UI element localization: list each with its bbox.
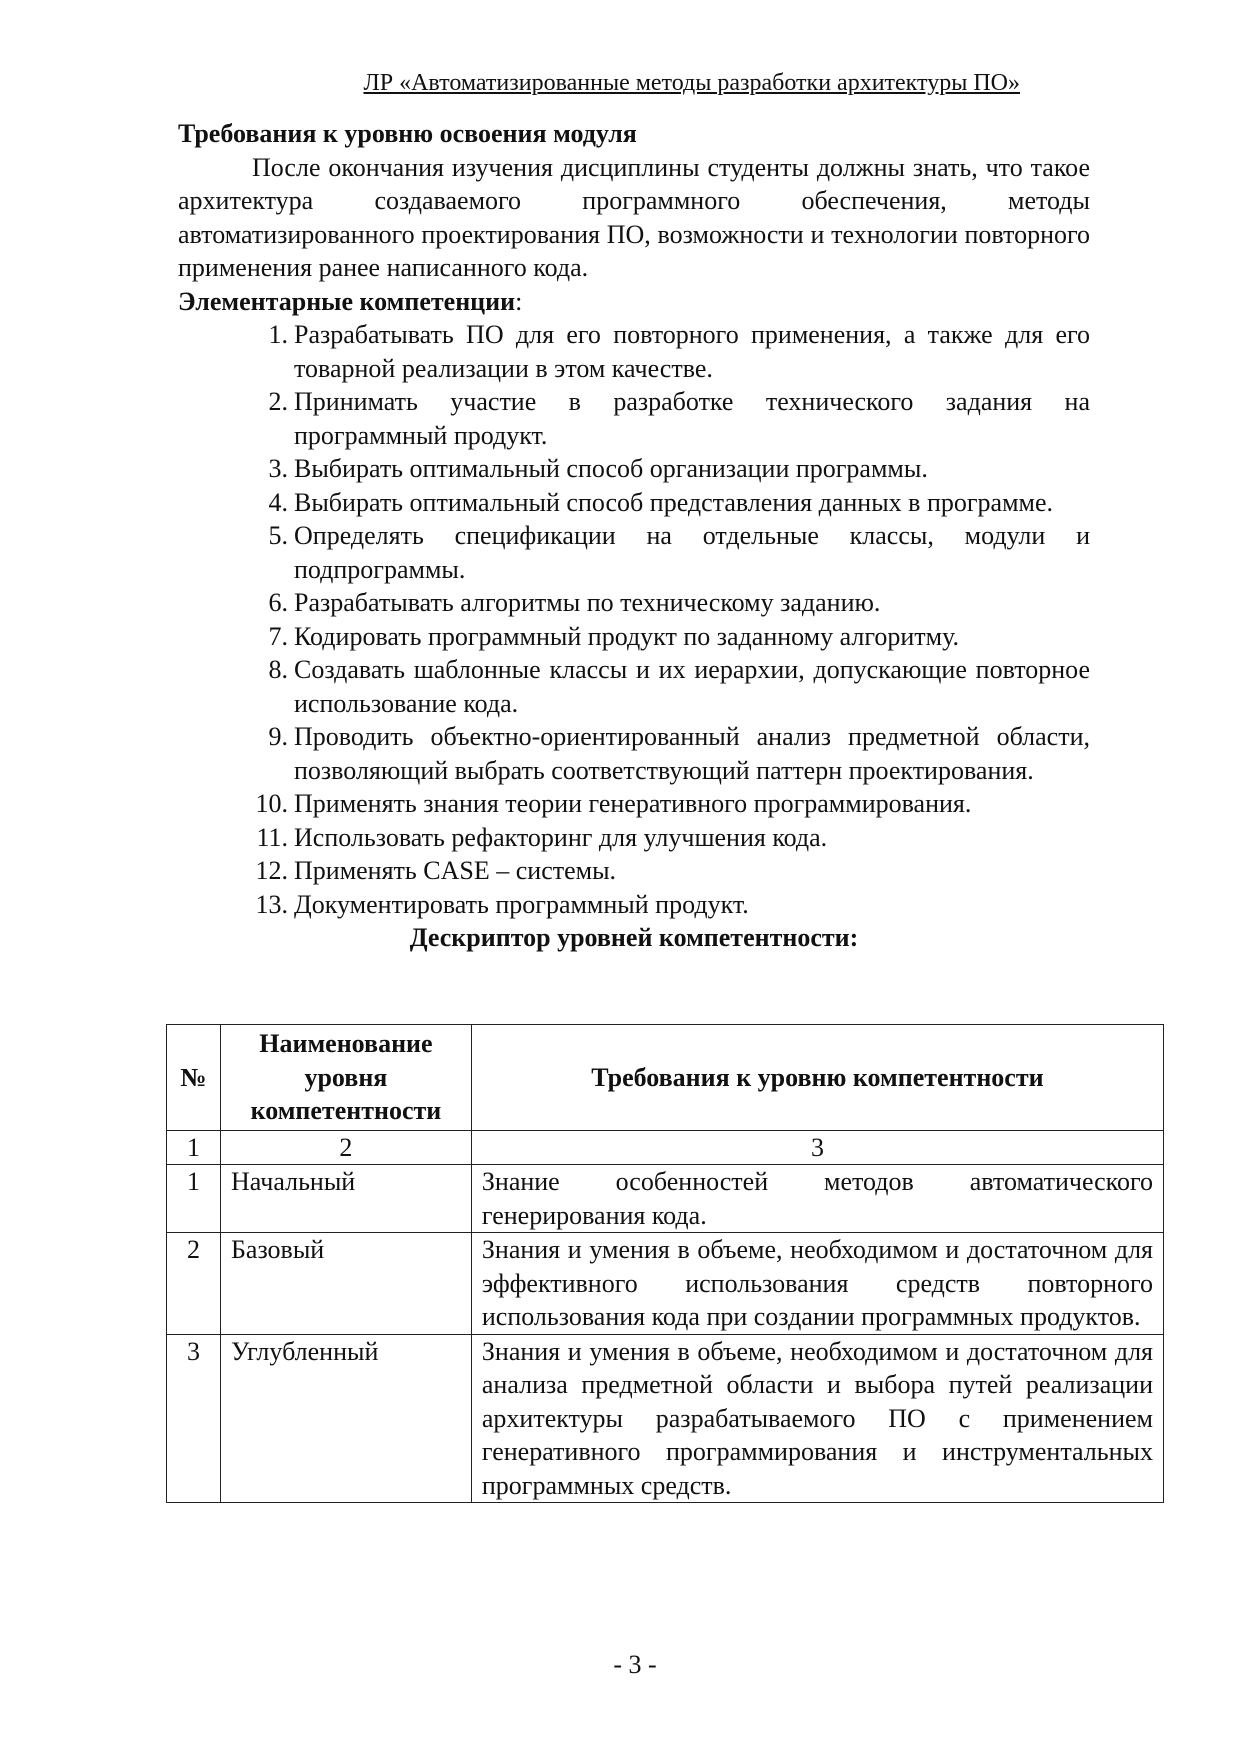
intro-paragraph: После окончания изучения дисциплины студенты должны знать, что такое архитектура создаваемого программного обеспечения, методы автоматизированного проектирования ПО, возможности и технологии повторного применения ранее написанного кода. bbox=[178, 152, 1090, 282]
table-title: Дескриптор уровней компетентности: bbox=[409, 923, 859, 952]
list-item-text: Определять спецификации на отдельные классы, модули и подпрограммы. bbox=[294, 521, 1090, 584]
list-item-number: 13. bbox=[255, 889, 288, 919]
row-requirements: Знания и умения в объеме, необходимом и достаточном для анализа предметной области и выбора путей реализации архитектуры разрабатываемого ПО с применением генеративного программирования и инструментальных программных средств. bbox=[471, 1334, 1163, 1503]
index-cell: 1 bbox=[167, 1130, 221, 1165]
list-item-number: 3. bbox=[268, 454, 288, 483]
list-item-number: 6. bbox=[268, 588, 288, 617]
list-item bbox=[250, 888, 1090, 922]
list-item-number: 9. bbox=[268, 722, 288, 751]
list-item-number: 4. bbox=[268, 487, 288, 517]
header-level-line-2: уровня bbox=[304, 1062, 388, 1092]
list-item-text: Кодировать программный продукт по заданному алгоритму. bbox=[294, 621, 959, 651]
list-item-text: Использовать рефакторинг для улучшения кода. bbox=[294, 822, 828, 852]
table-header-row bbox=[167, 1025, 1164, 1131]
index-cell: 2 bbox=[220, 1130, 471, 1165]
competencies-list bbox=[178, 318, 1090, 921]
row-number: 1 bbox=[167, 1165, 221, 1233]
list-item-text: Выбирать оптимальный способ представления данных в программе. bbox=[294, 487, 1054, 517]
running-header: ЛР «Автоматизированные методы разработки архитектуры ПО» bbox=[363, 70, 1020, 96]
header-level bbox=[220, 1025, 471, 1131]
list-item-text: Создавать шаблонные классы и их иерархии, допускающие повторное использование кода. bbox=[294, 655, 1090, 718]
list-item-number: 10. bbox=[255, 789, 288, 818]
table-row bbox=[167, 1233, 1164, 1335]
document-body bbox=[178, 117, 1090, 955]
list-item bbox=[250, 720, 1090, 787]
list-item-text: Выбирать оптимальный способ организации программы. bbox=[294, 454, 928, 483]
table-row bbox=[167, 1334, 1164, 1503]
list-item bbox=[250, 452, 1090, 486]
list-item-number: 8. bbox=[268, 655, 288, 684]
table-index-row bbox=[167, 1130, 1164, 1165]
list-item-number: 1. bbox=[268, 320, 288, 349]
competencies-heading bbox=[178, 285, 1090, 319]
table-row bbox=[167, 1165, 1164, 1233]
row-number: 3 bbox=[167, 1334, 221, 1503]
list-item-number: 11. bbox=[256, 822, 288, 852]
list-item bbox=[250, 318, 1090, 385]
list-item-number: 2. bbox=[268, 387, 288, 416]
list-item-text: Проводить объектно-ориентированный анализ предметной области, позволяющий выбрать соответствующий паттерн проектирования. bbox=[294, 722, 1090, 785]
header-level-line-3: компетентности bbox=[250, 1096, 442, 1125]
list-item-number: 12. bbox=[255, 856, 288, 885]
list-item-number: 5. bbox=[268, 521, 288, 550]
list-item bbox=[250, 854, 1090, 888]
row-requirements: Знания и умения в объеме, необходимом и достаточном для эффективного использования средств повторного использования кода при создании программных продуктов. bbox=[471, 1233, 1163, 1335]
section-title: Требования к уровню освоения модуля bbox=[178, 119, 637, 148]
competencies-colon: : bbox=[515, 286, 523, 316]
row-level: Базовый bbox=[220, 1233, 471, 1335]
list-item bbox=[250, 787, 1090, 821]
row-level: Начальный bbox=[220, 1165, 471, 1233]
competencies-label: Элементарные компетенции bbox=[178, 286, 516, 316]
list-item-text: Применять знания теории генеративного программирования. bbox=[294, 789, 972, 818]
list-item bbox=[250, 385, 1090, 452]
page-number: - 3 - bbox=[613, 1650, 657, 1679]
header-requirements: Требования к уровню компетентности bbox=[471, 1025, 1163, 1131]
index-cell: 3 bbox=[471, 1130, 1163, 1165]
list-item-text: Разрабатывать ПО для его повторного применения, а также для его товарной реализации в этом качестве. bbox=[294, 320, 1090, 383]
competency-descriptor-table bbox=[166, 1024, 1164, 1503]
header-number: № bbox=[167, 1025, 221, 1131]
row-level: Углубленный bbox=[220, 1334, 471, 1503]
list-item-text: Принимать участие в разработке технического задания на программный продукт. bbox=[294, 387, 1090, 450]
list-item bbox=[250, 586, 1090, 620]
list-item-text: Документировать программный продукт. bbox=[294, 889, 749, 919]
row-number: 2 bbox=[167, 1233, 221, 1335]
list-item bbox=[250, 821, 1090, 855]
list-item bbox=[250, 519, 1090, 586]
list-item bbox=[250, 486, 1090, 520]
list-item bbox=[250, 653, 1090, 720]
list-item-number: 7. bbox=[268, 621, 288, 651]
row-requirements: Знание особенностей методов автоматического генерирования кода. bbox=[471, 1165, 1163, 1233]
list-item-text: Применять CASE – системы. bbox=[294, 856, 617, 885]
header-level-line-1: Наименование bbox=[259, 1029, 433, 1058]
list-item bbox=[250, 620, 1090, 654]
list-item-text: Разрабатывать алгоритмы по техническому заданию. bbox=[294, 588, 881, 617]
